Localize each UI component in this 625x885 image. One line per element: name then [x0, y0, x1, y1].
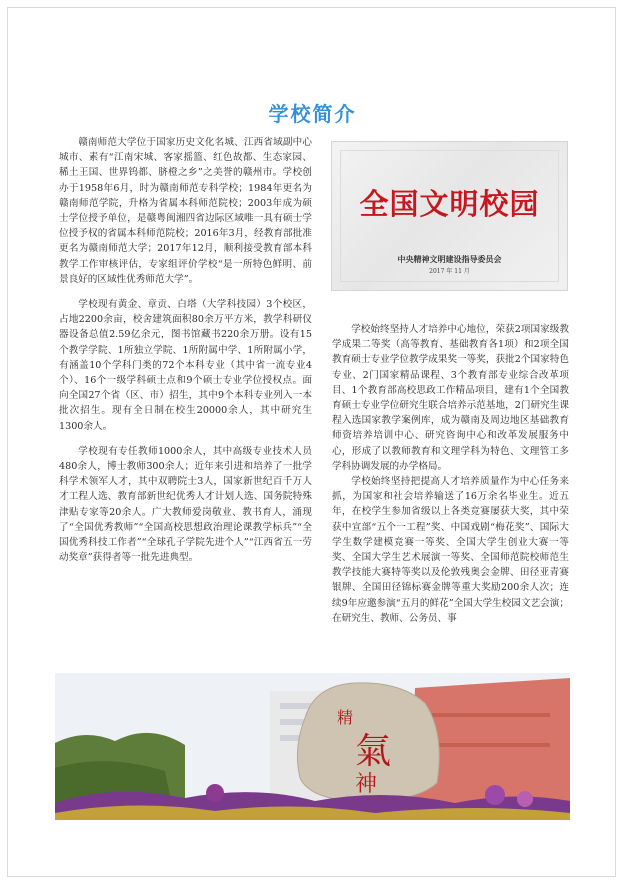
- campus-photo-illustration: [55, 673, 570, 820]
- page-title: 学校简介: [268, 102, 357, 126]
- inscription-bottom: 神: [355, 772, 378, 797]
- civilized-campus-plaque: [331, 141, 568, 291]
- left-column: [59, 135, 312, 575]
- plaque-title: 全国文明校园: [359, 187, 540, 221]
- teaching-paragraph: 学校始终坚持人才培养中心地位，荣获2项国家级教学成果二等奖（高等教育、基础教育各1项）和2项全国教育硕士专业学位教学成果奖一等奖，获批2个国家特色专业、2门国家精品课程、3个教育部专业综合改革项目、1个教育部高校思政工作精品项目，建有1个全国教育硕士专业学位研究生联合培养示范基地，2门研究生课程入选国家教学案例库，成为赣南及周边地区基础教育师资培养培训中心、研究咨询中心和改革发展服务中心，形成了以教师教育和文理学科为特色、文理管工多学科协调发展的办学格局。: [332, 324, 569, 472]
- campus-photo: [55, 673, 570, 820]
- quality-paragraph: 学校始终坚持把提高人才培养质量作为中心任务来抓，为国家和社会培养输送了16万余名毕业生。近五年，在校学生参加省级以上各类竞赛屡获大奖，其中荣获中宣部“五个一工程”奖、中国戏剧“梅花奖”、国际大学生数学建模竞赛一等奖、全国大学生创业大赛一等奖、全国大学生艺术展演一等奖、全国师范院校师范生教学技能大赛特等奖以及伦敦残奥会金牌、田径亚青赛银牌、全国田径锦标赛金牌等重大奖励200余人次；连续9年应邀参演“五月的鲜花”全国大学生校园文艺会演；在研究生、教师、公务员、事: [332, 476, 569, 624]
- faculty-paragraph: 学校现有专任教师1000余人，其中高级专业技术人员480余人，博士教师300余人；近年来引进和培养了一批学科学术领军人才，其中双聘院士3人，国家新世纪百千万人才工程人选、教育部新世纪优秀人才计划人选、国务院特殊津贴专家等20余人。广大教师爱岗敬业、教书育人，涌现了“全国优秀教师”“全国高校思想政治理论课教学标兵”“全国优秀科技工作者”“全球孔子学院先进个人”“江西省五一劳动奖章”获得者等一批先进典型。: [59, 445, 312, 564]
- intro-paragraph: 赣南师范大学位于国家历史文化名城、江西省域副中心城市、素有“江南宋城、客家摇篮、红色故都、生态家园、稀土王国、世界钨都、脐橙之乡”之美誉的赣州市。学校创办于1958年6月，时为赣南师范专科学校；1984年更名为赣南师范学院，升格为省属本科师范院校；2003年成为硕士学位授予单位，是赣粤闽湘四省边际区域唯一具有硕士学位授予权的省属本科师范院校；2016年3月，经教育部批准更名为赣南师范大学；2017年12月，顺利接受教育部本科教学工作审核评估，专家组评价学校“是一所特色鲜明、前景良好的区域性优秀师范大学”。: [59, 137, 312, 285]
- campus-paragraph: 学校现有黄金、章贡、白塔（大学科技园）3个校区，占地2200余亩，校舍建筑面积80余万平方米，教学科研仪器设备总值2.59亿余元，图书馆藏书220余万册。设有15个教学学院、1所独立学院、1所附属中学、1所附属小学，有涵盖10个学科门类的72个本科专业（其中省一流专业4个）、16个一级学科硕士点和9个硕士专业学位授权点。面向全国27个省（区、市）招生，其中9个本科专业列入一本批次招生。现有全日制在校生20000余人，其中研究生1300余人。: [59, 299, 312, 432]
- inscription-small: 精: [337, 708, 354, 727]
- right-column: [332, 322, 569, 626]
- plaque-org: 中央精神文明建设指导委员会: [397, 254, 502, 264]
- plaque-date: 2017 年 11 月: [429, 268, 470, 275]
- inscription-main: 氣: [355, 731, 392, 772]
